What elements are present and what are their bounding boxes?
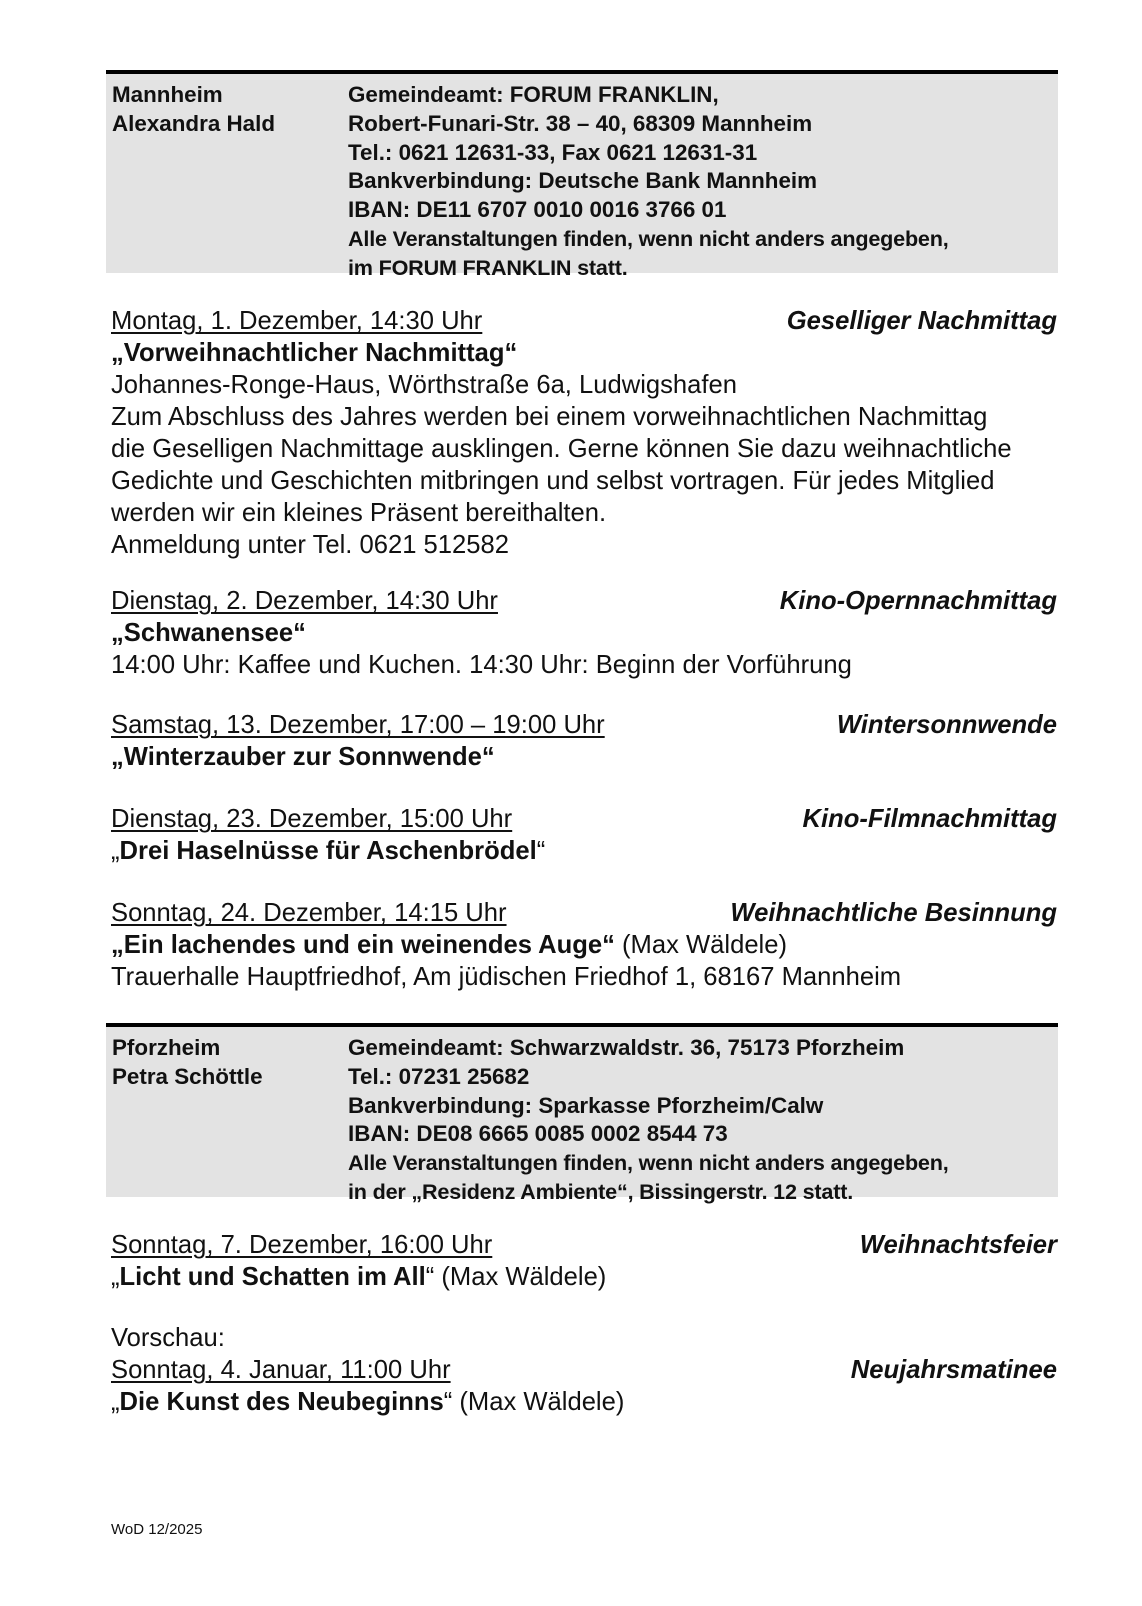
- event-author: (Max Wäldele): [614, 931, 788, 959]
- event-title: „Ein lachendes und ein weinendes Auge“: [111, 931, 615, 959]
- mannheim-info-box: [106, 70, 1058, 280]
- event-location: Trauerhalle Hauptfriedhof, Am jüdischen Friedhof 1, 68167 Mannheim: [111, 963, 902, 991]
- event-wintersonnwende: [111, 709, 1059, 773]
- mannheim-bank: Bankverbindung: Deutsche Bank Mannheim: [348, 168, 818, 194]
- mannheim-iban: IBAN: DE11 6707 0010 0016 3766 01: [348, 197, 727, 223]
- mannheim-note: Alle Veranstaltungen finden, wenn nicht anders angegeben,: [348, 225, 949, 251]
- event-geselliger-nachmittag: [111, 305, 1059, 561]
- event-title: „Schwanensee“: [111, 619, 306, 647]
- event-author: (Max Wäldele): [452, 1388, 625, 1416]
- event-description-line: die Geselligen Nachmittage ausklingen. Gerne können Sie dazu weihnachtliche: [111, 435, 1012, 463]
- event-date: Dienstag, 2. Dezember, 14:30 Uhr: [111, 587, 498, 615]
- quote-close: “: [443, 1388, 453, 1416]
- pforzheim-note: Alle Veranstaltungen finden, wenn nicht anders angegeben,: [348, 1150, 949, 1176]
- event-weihnachtsfeier: [111, 1229, 1059, 1293]
- quote-open: „: [111, 1388, 120, 1416]
- event-title: Licht und Schatten im All: [119, 1263, 426, 1291]
- event-info: 14:00 Uhr: Kaffee und Kuchen. 14:30 Uhr: Beginn der Vorführung: [111, 651, 852, 679]
- event-category: Wintersonnwende: [836, 711, 1057, 739]
- event-neujahrsmatinee: [111, 1354, 1059, 1418]
- mannheim-office: Gemeindeamt: FORUM FRANKLIN,: [348, 82, 719, 107]
- event-title: „Winterzauber zur Sonnwende“: [111, 743, 495, 771]
- footer-issue: WoD 12/2025: [111, 1521, 203, 1538]
- preview-label: Vorschau:: [111, 1324, 225, 1352]
- quote-close: “: [536, 837, 546, 865]
- event-date: Sonntag, 24. Dezember, 14:15 Uhr: [111, 899, 507, 927]
- event-category: Geselliger Nachmittag: [786, 307, 1057, 335]
- event-weihnachtliche-besinnung: [111, 897, 1059, 993]
- pforzheim-iban: IBAN: DE08 6665 0085 0002 8544 73: [348, 1121, 728, 1147]
- event-category: Kino-Opernnachmittag: [779, 587, 1057, 615]
- event-category: Kino-Filmnachmittag: [802, 805, 1057, 833]
- event-title: Drei Haselnüsse für Aschenbrödel: [119, 837, 537, 865]
- pforzheim-office: Gemeindeamt: Schwarzwaldstr. 36, 75173 Pforzheim: [348, 1035, 905, 1060]
- mannheim-phone: Tel.: 0621 12631-33, Fax 0621 12631-31: [348, 139, 758, 165]
- mannheim-city: Mannheim: [112, 82, 223, 107]
- quote-open: „: [111, 837, 120, 865]
- event-description-line: Gedichte und Geschichten mitbringen und selbst vortragen. Für jedes Mitglied: [111, 467, 995, 495]
- event-title: „Vorweihnachtlicher Nachmittag“: [111, 339, 518, 367]
- pforzheim-contact: Petra Schöttle: [112, 1063, 263, 1089]
- event-author: (Max Wäldele): [434, 1263, 607, 1291]
- mannheim-address: Robert-Funari-Str. 38 – 40, 68309 Mannheim: [348, 110, 813, 136]
- pforzheim-phone: Tel.: 07231 25682: [348, 1063, 530, 1089]
- event-category: Neujahrsmatinee: [850, 1356, 1057, 1384]
- quote-open: „: [111, 1263, 120, 1291]
- event-date: Sonntag, 7. Dezember, 16:00 Uhr: [111, 1231, 493, 1259]
- quote-close: “: [425, 1263, 435, 1291]
- event-title: Die Kunst des Neubeginns: [119, 1388, 444, 1416]
- event-kino-opernnachmittag: [111, 585, 1059, 681]
- pforzheim-city: Pforzheim: [112, 1035, 221, 1060]
- event-location: Johannes-Ronge-Haus, Wörthstraße 6a, Ludwigshafen: [111, 371, 737, 399]
- pforzheim-info-box: [106, 1023, 1058, 1204]
- event-date: Sonntag, 4. Januar, 11:00 Uhr: [111, 1356, 451, 1384]
- mannheim-note-venue: im FORUM FRANKLIN statt.: [348, 254, 628, 280]
- mannheim-contact: Alexandra Hald: [112, 110, 276, 136]
- event-registration: Anmeldung unter Tel. 0621 512582: [111, 531, 509, 559]
- event-date: Dienstag, 23. Dezember, 15:00 Uhr: [111, 805, 513, 833]
- event-date: Montag, 1. Dezember, 14:30 Uhr: [111, 307, 483, 335]
- pforzheim-bank: Bankverbindung: Sparkasse Pforzheim/Calw: [348, 1092, 824, 1118]
- event-kino-filmnachmittag: [111, 803, 1059, 867]
- event-description-line: Zum Abschluss des Jahres werden bei einem vorweihnachtlichen Nachmittag: [111, 403, 988, 431]
- pforzheim-note-venue: in der „Residenz Ambiente“, Bissingerstr. 12 statt.: [348, 1178, 853, 1204]
- event-category: Weihnachtliche Besinnung: [730, 899, 1057, 927]
- event-date: Samstag, 13. Dezember, 17:00 – 19:00 Uhr: [111, 711, 605, 739]
- event-description-line: werden wir ein kleines Präsent bereithalten.: [111, 499, 607, 527]
- event-category: Weihnachtsfeier: [859, 1231, 1057, 1259]
